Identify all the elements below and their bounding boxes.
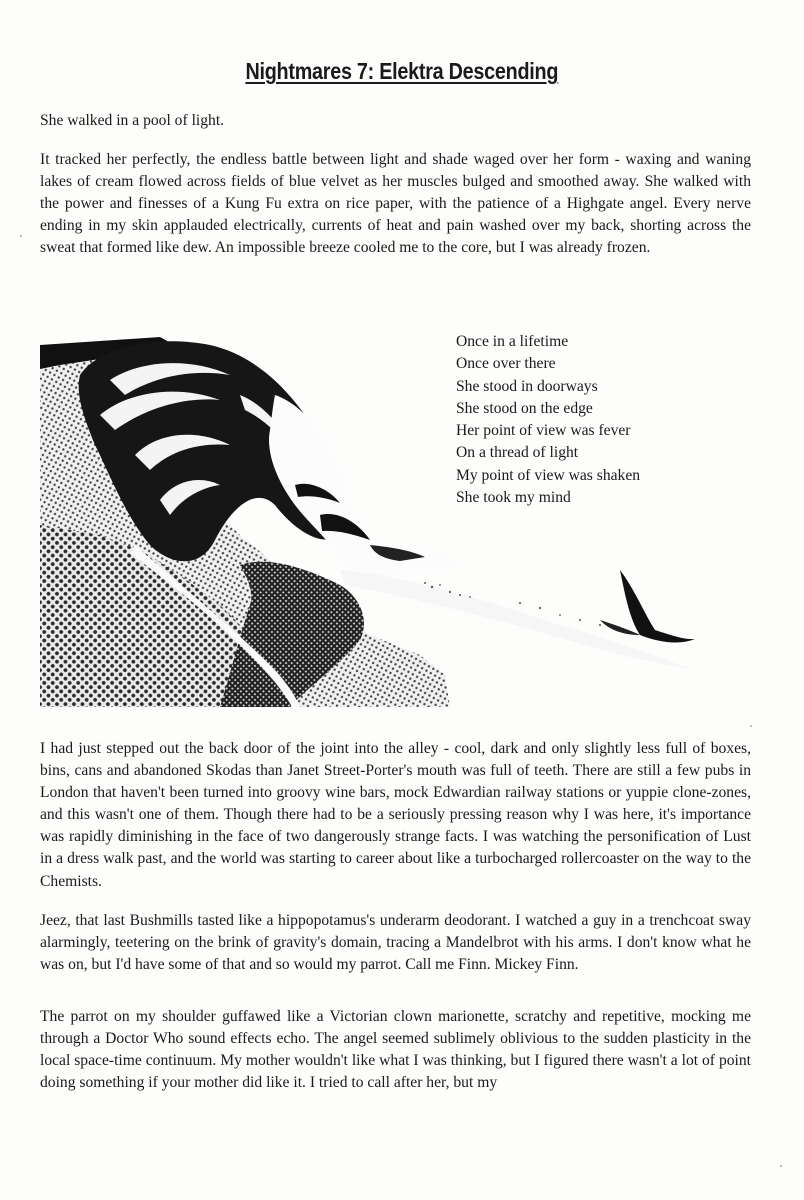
- poem-line: Her point of view was fever: [456, 422, 631, 440]
- poem-line: My point of view was shaken: [456, 466, 641, 484]
- paragraph-2: It tracked her perfectly, the endless battle between light and shade waged over her form - waxing and waning lakes of cream flowed across fields of blue velvet as her muscles bulged and smoothed away. She walked with the power and finesses of a Kung Fu extra on rice paper, with the patience of a Highgate angel. Every nerve ending in my skin applauded electrically, currents of heat and pain washed over my back, shorting across the sweat that formed like dew. An impossible breeze cooled me to the core, but I was already frozen.: [40, 151, 751, 257]
- poem-line: She stood on the edge: [456, 399, 593, 417]
- scan-speck: [780, 1165, 782, 1167]
- scan-speck: [20, 235, 22, 237]
- poem-verse: [456, 331, 640, 509]
- paragraph-3: I had just stepped out the back door of the joint into the alley - cool, dark and only slightly less full of boxes, bins, cans and abandoned Skodas than Janet Street-Porter's mouth was full of teeth. There are still a few pubs in London that haven't been turned into groovy wine bars, mock Edwardian railway stations or yuppie clone-zones, and this wasn't one of them. Though there had to be a seriously pressing reason why I was here, it's importance was rapidly diminishing in the face of two dangerously strange facts. I was watching the personification of Lust in a dress walk past, and the world was starting to career about like a turbocharged rollercoaster on the way to the Chemists.: [40, 740, 751, 890]
- poem-line: Once over there: [456, 355, 556, 373]
- poem-line: On a thread of light: [456, 444, 579, 462]
- poem-line: She took my mind: [456, 489, 571, 507]
- page-title: [0, 58, 804, 85]
- poem-line: Once in a lifetime: [456, 333, 569, 350]
- poem-line: She stood in doorways: [456, 377, 598, 395]
- scan-speck: [750, 725, 752, 727]
- paragraph-5: The parrot on my shoulder guffawed like a Victorian clown marionette, scratchy and repetitive, mocking me through a Doctor Who sound effects echo. The angel seemed sublimely oblivious to the sudden plasticity in the local space-time continuum. My mother wouldn't like what I was thinking, but I figured there wasn't a lot of point doing something if your mother did like it. I tried to call after her, but my: [40, 1008, 751, 1092]
- paragraph-1: She walked in a pool of light.: [40, 112, 225, 129]
- paragraph-4: Jeez, that last Bushmills tasted like a hippopotamus's underarm deodorant. I watched a guy in a trenchcoat sway alarmingly, teetering on the brink of gravity's domain, tracing a Mandelbrot with his arms. I don't know what he was on, but I'd have some of that and so would my parrot. Call me Finn. Mickey Finn.: [40, 912, 751, 974]
- title-text: Nightmares 7: Elektra Descending: [245, 58, 559, 84]
